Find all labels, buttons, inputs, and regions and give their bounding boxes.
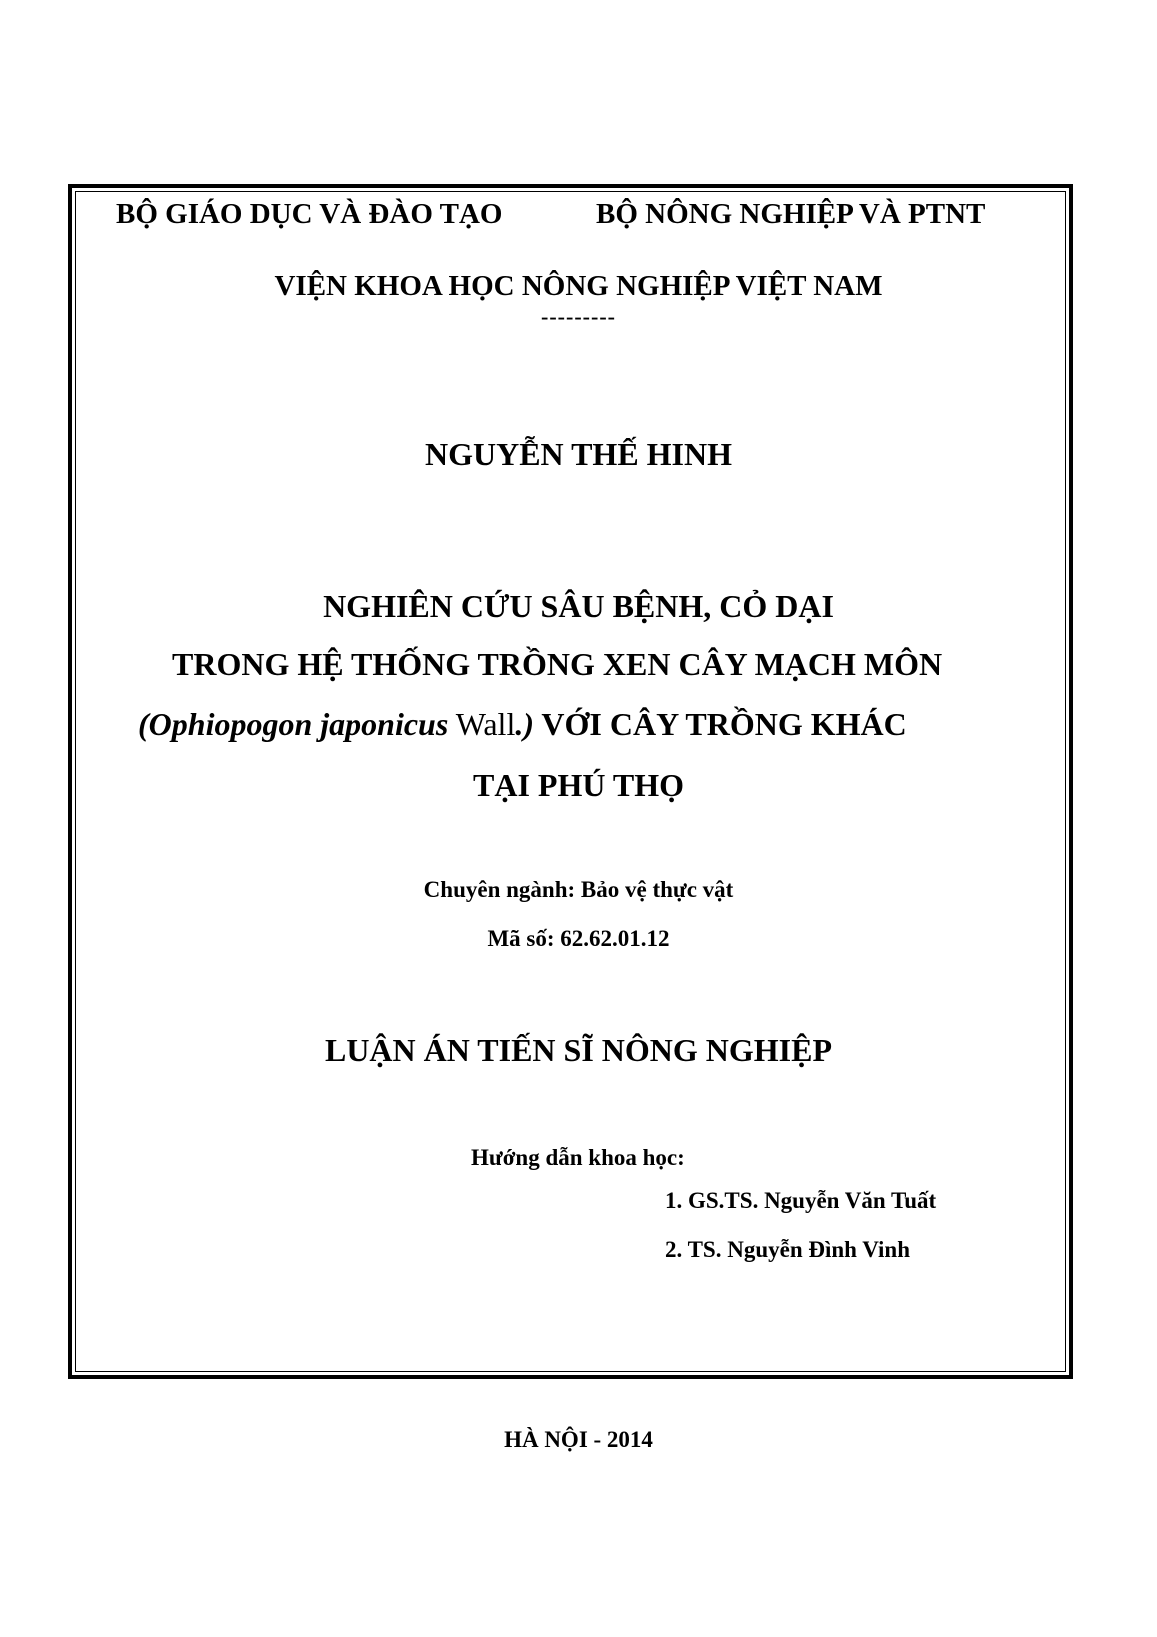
advisor-label: Hướng dẫn khoa học:: [471, 1145, 685, 1170]
thesis-title-line-3: [138, 708, 907, 740]
title-line-3-rest: VỚI CÂY TRỒNG KHÁC: [533, 706, 907, 742]
degree-title: LUẬN ÁN TIẾN SĨ NÔNG NGHIỆP: [324, 1032, 833, 1068]
advisor-item: 1. GS.TS. Nguyễn Văn Tuất: [665, 1188, 937, 1213]
thesis-title-line-4: TẠI PHÚ THỌ: [473, 767, 684, 803]
author-name: NGUYỄN THẾ HINH: [424, 436, 732, 472]
institute-name: VIỆN KHOA HỌC NÔNG NGHIỆP VIỆT NAM: [274, 270, 883, 302]
thesis-title-line-2: TRONG HỆ THỐNG TRỒNG XEN CÂY MẠCH MÔN: [172, 646, 943, 682]
ministry-education: BỘ GIÁO DỤC VÀ ĐÀO TẠO: [116, 198, 503, 230]
place-year: HÀ NỘI - 2014: [504, 1427, 653, 1452]
specialization-code: Mã số: 62.62.01.12: [487, 926, 670, 951]
advisor-item: 2. TS. Nguyễn Đình Vinh: [665, 1237, 911, 1262]
ministry-agriculture: BỘ NÔNG NGHIỆP VÀ PTNT: [596, 198, 986, 230]
title-paren-open: (: [138, 706, 149, 742]
separator-line: ---------: [541, 304, 616, 329]
species-name: Ophiopogon japonicus: [148, 706, 449, 742]
species-authority: Wall: [448, 706, 516, 742]
specialization-major: Chuyên ngành: Bảo vệ thực vật: [423, 877, 734, 902]
title-paren-close: .): [515, 706, 534, 742]
thesis-title-line-1: NGHIÊN CỨU SÂU BỆNH, CỎ DẠI: [323, 588, 834, 624]
